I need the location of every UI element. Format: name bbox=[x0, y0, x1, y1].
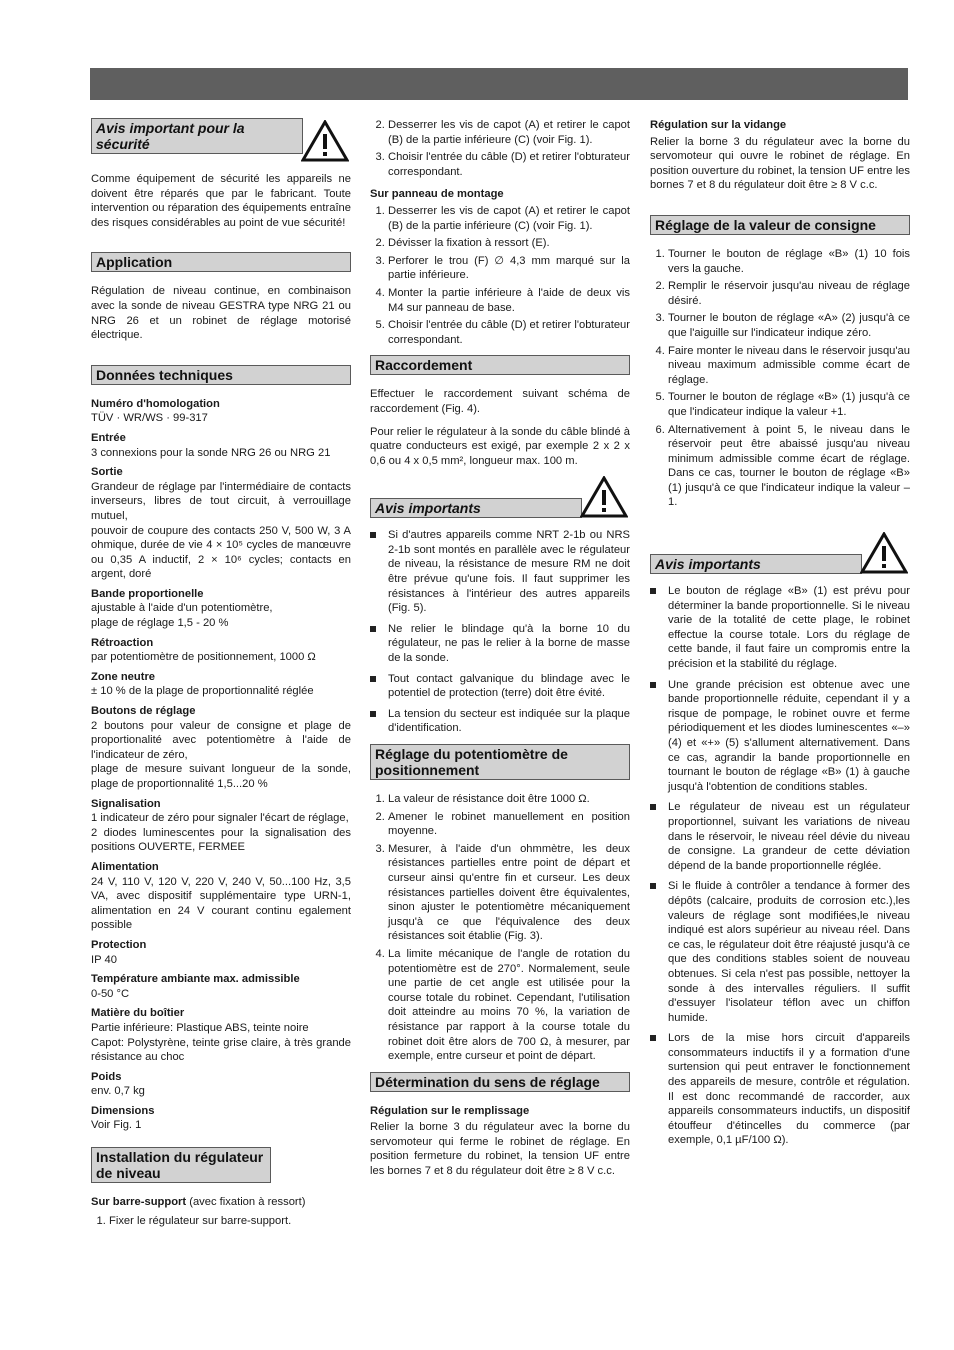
spec-value: IP 40 bbox=[91, 953, 117, 966]
spec-value: par potentiomètre de positionnement, 1000 Ω bbox=[91, 651, 316, 664]
setpoint-step: 3. Tourner le bouton de réglage «A» (2) jusqu'à ce que l'aiguille sur l'indicateur indique zéro. bbox=[668, 311, 910, 340]
rail-steps-cont bbox=[370, 118, 630, 179]
panel-step: 3. Perforer le trou (F) ∅ 4,3 mm marqué sur la partie inférieure. bbox=[388, 254, 630, 283]
pot-steps bbox=[370, 792, 630, 1064]
tech-heading: Données techniques bbox=[91, 365, 351, 385]
notes-heading-wrap bbox=[370, 476, 630, 518]
setpoint-step: 6. Alternativement à point 5, le niveau dans le réservoir peut être abaissé jusqu'au niveau minimum admissible comme écart de réglage. Dans ce cas, tourner le bouton de réglage «B» (1) jusqu'à ce que l'indicateur indique la valeur –1. bbox=[668, 423, 910, 511]
spec-label: Sortie bbox=[91, 466, 123, 479]
application-heading: Application bbox=[91, 252, 351, 272]
warning-icon bbox=[860, 532, 908, 574]
spec-label: Signalisation bbox=[91, 797, 161, 810]
column-right bbox=[650, 118, 910, 1156]
column-left bbox=[91, 118, 351, 1236]
safety-heading: Avis important pour la sécurité bbox=[91, 118, 303, 154]
pot-step: 1. La valeur de résistance doit être 1000 Ω. bbox=[388, 792, 630, 807]
rail-line bbox=[91, 1195, 351, 1210]
drain-text: Relier la borne 3 du régulateur avec la borne du servomoteur qui ouvre le robinet de réglage. En position ouverture du robinet, la tension UF entre les bornes 7 et 8 du régulateur doit être ≥ 8 V c.c. bbox=[650, 135, 910, 192]
spec-label: Zone neutre bbox=[91, 670, 156, 683]
rail-steps-start bbox=[91, 1214, 351, 1229]
notes-heading: Avis importants bbox=[650, 554, 862, 574]
note-item: Si d'autres appareils comme NRT 2-1b ou NRS 2-1b sont montés en parallèle avec le régulateur de niveau, la résistance de mesure RM ne doit être prévue qu'une fois. Il faut supprimer les résistances à l'intérieur des autres appareils (Fig. 5). bbox=[388, 529, 630, 615]
spec-value: env. 0,7 kg bbox=[91, 1085, 145, 1098]
note-item: La tension du secteur est indiquée sur la plaque d'identification. bbox=[388, 707, 630, 735]
rail-step: 2. Desserrer les vis de capot (A) et retirer le capot (B) de la partie inférieure (C) (voir Fig. 1). bbox=[388, 118, 630, 147]
spec-label: Entrée bbox=[91, 431, 126, 444]
connection-heading: Raccordement bbox=[370, 355, 630, 375]
spec-value: TÜV · WR/WS · 99-317 bbox=[91, 412, 208, 425]
direction-heading: Détermination du sens de réglage bbox=[370, 1072, 630, 1092]
note-item: Ne relier le blindage qu'à la borne 10 du régulateur, ne pas le relier à la borne de masse de la sonde. bbox=[388, 622, 630, 665]
spec-label: Température ambiante max. admissible bbox=[91, 973, 300, 986]
panel-steps bbox=[370, 204, 630, 347]
setpoint-step: 5. Tourner le bouton de réglage «B» (1) jusqu'à ce que l'indicateur indique la valeur +1. bbox=[668, 390, 910, 419]
spec-label: Boutons de réglage bbox=[91, 705, 196, 718]
panel-step: 4. Monter la partie inférieure à l'aide de deux vis M4 sur panneau de base. bbox=[388, 286, 630, 315]
spec-label: Numéro d'homologation bbox=[91, 397, 220, 410]
spec-value: Partie inférieure: Plastique ABS, teinte noire bbox=[91, 1021, 309, 1034]
notes-heading: Avis importants bbox=[370, 498, 582, 518]
warning-icon bbox=[580, 476, 628, 518]
note-item: Tout contact galvanique du blindage avec le potentiel de protection (terre) doit être évité. bbox=[388, 672, 630, 700]
connection-text: Pour relier le régulateur à la sonde du câble blindé à quatre conducteurs est exigé, par exemple 2 x 2 x 0,6 ou 4 x 0,5 mm², longueur max. 100 m. bbox=[370, 425, 630, 467]
panel-step: 1. Desserrer les vis de capot (A) et retirer le capot (B) de la partie inférieure (C) (voir Fig. 1). bbox=[388, 204, 630, 233]
safety-text: Comme équipement de sécurité les appareils ne doivent être réparés que par le fabricant. Toute intervention ou réparation des équipements entraîne des risques considérables au point de vue sécurité! bbox=[91, 173, 351, 229]
pot-step: 3. Mesurer, à l'aide d'un ohmmètre, les deux résistances partielles entre point de départ et curseur ainsi qu'entre fin et curseur. Les deux résistances partielles doivent être équivalentes, sinon ajuster le potentiomètre mécaniquement jusqu'à ce que l'équivalence des deux résistances soit établie (Fig. 3). bbox=[388, 842, 630, 944]
note-item: Une grande précision est obtenue avec une bande proportionnelle réduite, cependant il y a risque de pompage, le robinet ouvre et ferme périodiquement et les diodes luminescentes «–» (4) et «+» (5) s'allument alternativement. Dans ce cas, agrandir la bande proportionnelle en tournant le bouton de réglage «B» (1) à gauche jusqu'à l'obtention de conditions stables. bbox=[668, 678, 910, 793]
spec-label: Matière du boîtier bbox=[91, 1007, 185, 1020]
spec-list bbox=[91, 397, 351, 1133]
header-bar bbox=[90, 68, 908, 100]
spec-value: pouvoir de coupure des contacts 250 V, 500 W, 3 A ohmique, durée de vie 4 × 10⁵ cycles de manœuvre ou 0,35 A inductif, 2 × 10⁶ cycles; contacts en argent, doré bbox=[91, 524, 351, 581]
note-item: Le bouton de réglage «B» (1) est prévu pour déterminer la bande proportionnelle. Si le niveau varie de la totalité de cette plage, le robinet effectue la course totale. Lors du réglage de cette bande, il faut faire un compromis entre la précision et la stabilité du réglage. bbox=[668, 585, 910, 671]
spec-label: Protection bbox=[91, 938, 147, 951]
spec-value: Grandeur de réglage par l'intermédiaire de contacts inverseurs, libres de tout circuit, à verrouillage mutuel, bbox=[91, 480, 351, 522]
spec-value: ± 10 % de la plage de proportionnalité réglée bbox=[91, 685, 314, 698]
filling-label: Régulation sur le remplissage bbox=[370, 1104, 530, 1117]
spec-label: Poids bbox=[91, 1070, 122, 1083]
pot-step: 4. La limite mécanique de l'angle de rotation du potentiomètre est de 270°. Normalement, seule une partie de cet angle est utilisée pour la course totale du robinet. Cependant, l'utilisation doit atteindre au moins 70 %, la variation de résistance par rapport à la course totale du robinet doit être alors de 700 Ω, à mesurer, par exemple, entre curseur et point de départ. bbox=[388, 947, 630, 1064]
spec-value: plage de réglage 1,5 - 20 % bbox=[91, 617, 229, 630]
pot-step: 2. Amener le robinet manuellement en position moyenne. bbox=[388, 810, 630, 839]
spec-value: 0-50 °C bbox=[91, 987, 130, 1000]
rail-step: 1. Fixer le régulateur sur barre-support. bbox=[109, 1214, 351, 1229]
notes-list bbox=[370, 528, 630, 736]
connection-text: Effectuer le raccordement suivant schéma de raccordement (Fig. 4). bbox=[370, 388, 630, 415]
note-item: Lors de la mise hors circuit d'appareils consommateurs inductifs il y a formation d'une surtension qui peut entraver le fonctionnement des appareils de mesure, contrôle et régulation. Il est donc recommandé de raccorder, aux appareils consommateurs inductifs, un dispositif étouffeur d'étincelles du commerce (par exemple, 0,1 µF/100 Ω). bbox=[668, 1032, 910, 1147]
safety-heading-wrap bbox=[91, 118, 351, 162]
spec-value: Voir Fig. 1 bbox=[91, 1119, 142, 1132]
spec-label: Dimensions bbox=[91, 1104, 155, 1117]
pot-heading: Réglage du potentiomètre de positionnement bbox=[370, 744, 630, 780]
spec-value: 3 connexions pour la sonde NRG 26 ou NRG 21 bbox=[91, 446, 331, 459]
spec-value: plage de mesure suivant longueur de la sonde, plage de proportionnalité 1,5...20 % bbox=[91, 763, 351, 790]
spec-label: Rétroaction bbox=[91, 636, 154, 649]
setpoint-heading: Réglage de la valeur de consigne bbox=[650, 215, 910, 235]
spec-value: 1 indicateur de zéro pour signaler l'écart de réglage, bbox=[91, 812, 349, 825]
spec-value: 24 V, 110 V, 120 V, 220 V, 240 V, 50...100 Hz, 3,5 VA, avec dispositif supplémentaire type URN-1, alimentation en 24 V courant continu egalement possible bbox=[91, 875, 351, 932]
setpoint-step: 2. Remplir le réservoir jusqu'au niveau de réglage désiré. bbox=[668, 279, 910, 308]
application-text: Régulation de niveau continue, en combinaison avec la sonde de niveau GESTRA type NRG 21 ou NRG 26 et un robinet de réglage motorisé électrique. bbox=[91, 285, 351, 342]
filling-text: Relier la borne 3 du régulateur avec la borne du servomoteur qui ferme le robinet de réglage. En position fermeture du robinet, la tension UF entre les bornes 7 et 8 du régulateur doit être ≥ 8 V c.c. bbox=[370, 1121, 630, 1178]
note-item: Le régulateur de niveau est un régulateur proportionnel, suivant les variations de niveau dans le réservoir, le niveau réel dévie du niveau de consigne. La grandeur de cette déviation dépend de la bande proportionnelle réglée. bbox=[668, 801, 910, 872]
spec-value: Capot: Polystyrène, teinte grise claire, à très grande résistance au choc bbox=[91, 1036, 351, 1064]
notes-heading-wrap bbox=[650, 532, 910, 574]
panel-label: Sur panneau de montage bbox=[370, 188, 504, 201]
spec-value: 2 diodes luminescentes pour la signalisation des positions OUVERTE, FERMEE bbox=[91, 826, 351, 854]
spec-label: Bande proportionelle bbox=[91, 587, 204, 600]
note-item: Si le fluide à contrôler a tendance à former des dépôts (calcaire, produits de corrosion etc.),les valeurs de réglage sont modifiées,le niveau indiqué est alors supérieur au niveau réel. Dans ce cas, le régulateur doit être réajusté jusqu'à ce que des conditions stables soient de nouveau obtenues. Si cela n'est pas possible, nettoyer la sonde à des intervalles réguliers. Il suffit d'essuyer l'isolateur téflon avec un chiffon humide. bbox=[668, 880, 910, 1024]
install-heading: Installation du régulateur de niveau bbox=[91, 1147, 271, 1183]
setpoint-step: 1. Tourner le bouton de réglage «B» (1) 10 fois vers la gauche. bbox=[668, 247, 910, 276]
spec-value: ajustable à l'aide d'un potentiomètre, bbox=[91, 602, 273, 615]
setpoint-steps bbox=[650, 247, 910, 510]
column-middle bbox=[370, 118, 630, 1187]
rail-note: (avec fixation à ressort) bbox=[186, 1196, 306, 1209]
notes-list bbox=[650, 584, 910, 1148]
panel-step: 2. Dévisser la fixation à ressort (E). bbox=[388, 236, 630, 251]
spec-value: 2 boutons pour valeur de consigne et plage de proportionalité avec potentiomètre à l'aide de l'indicateur de zéro, bbox=[91, 719, 351, 761]
drain-label: Régulation sur la vidange bbox=[650, 119, 787, 131]
rail-label: Sur barre-support bbox=[91, 1196, 187, 1209]
rail-step: 3. Choisir l'entrée du câble (D) et retirer l'obturateur correspondant. bbox=[388, 150, 630, 179]
setpoint-step: 4. Faire monter le niveau dans le réservoir jusqu'au niveau maximum admissible comme écart de réglage. bbox=[668, 344, 910, 388]
warning-icon bbox=[301, 120, 349, 162]
spec-label: Alimentation bbox=[91, 860, 159, 873]
panel-step: 5. Choisir l'entrée du câble (D) et retirer l'obturateur correspondant. bbox=[388, 318, 630, 347]
